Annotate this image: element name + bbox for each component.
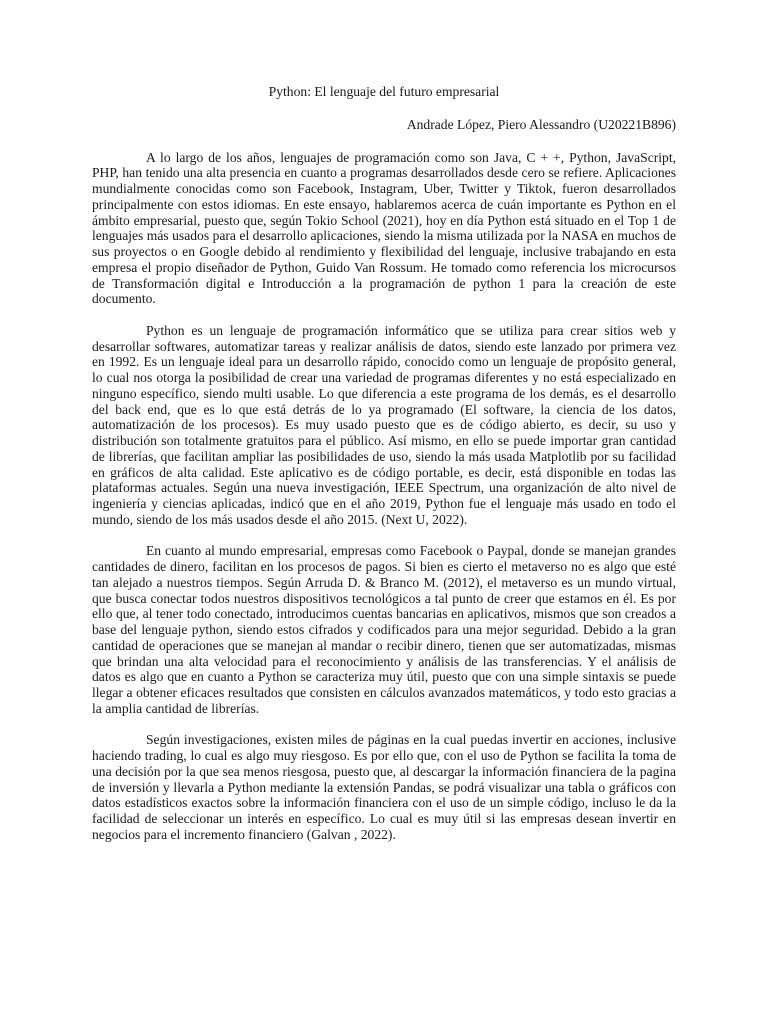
- document-page: [92, 84, 676, 858]
- paragraph-2: Python es un lenguaje de programación informático que se utiliza para crear sitios web y desarrollar softwares, automatizar tareas y realizar análisis de datos, siendo este lanzado por primera vez en 1992. Es un lenguaje ideal para un desarrollo rápido, conocido como un lenguaje de propósito general, lo cual nos otorga la posibilidad de crear una variedad de programas diferentes y no está especializado en ninguno específico, siendo multi usable. Lo que diferencia a este programa de los demás, es el desarrollo del back end, que es lo que está detrás de lo ya programado (El software, la ciencia de los datos, automatización de los procesos). Es muy usado puesto que es de código abierto, es decir, su uso y distribución son totalmente gratuitos para el público. Así mismo, en ello se puede importar gran cantidad de librerías, que facilitan ampliar las posibilidades de uso, siendo la más usada Matplotlib por su facilidad en gráficos de alta calidad. Este aplicativo es de código portable, es decir, está disponible en todas las plataformas actuales. Según una nueva investigación, IEEE Spectrum, una organización de alto nivel de ingeniería y ciencias aplicadas, indicó que en el año 2019, Python fue el lenguaje más usado en todo el mundo, siendo de los más usados desde el año 2015. (Next U, 2022).: [92, 322, 676, 527]
- paragraph-4: Según investigaciones, existen miles de páginas en la cual puedas invertir en acciones, inclusive haciendo trading, lo cual es algo muy riesgoso. Es por ello que, con el uso de Python se facilita la toma de una decisión por la que sea menos riesgosa, puesto que, al descargar la información financiera de la pagina de inversión y llevarla a Python mediante la extensión Pandas, se podrá visualizar una tabla o gráficos con datos estadísticos exactos sobre la información financiera con el uso de un simple código, incluso le da la facilidad de seleccionar un interés en específico. Lo cual es muy útil si las empresas desean invertir en negocios para el incremento financiero (Galvan , 2022).: [92, 732, 676, 842]
- document-author: Andrade López, Piero Alessandro (U20221B896): [406, 116, 676, 132]
- document-title: Python: El lenguaje del futuro empresarial: [268, 84, 500, 99]
- paragraph-1: A lo largo de los años, lenguajes de programación como son Java, C + +, Python, JavaScript, PHP, han tenido una alta presencia en cuanto a programas desarrollados desde cero se refiere. Aplicaciones mundialmente conocidas como son Facebook, Instagram, Uber, Twitter y Tiktok, fueron desarrollados principalmente con estos idiomas. En este ensayo, hablaremos acerca de cuán importante es Python en el ámbito empresarial, puesto que, según Tokio School (2021), hoy en día Python está situado en el Top 1 de lenguajes más usados para el desarrollo aplicaciones, siendo la misma utilizada por la NASA en muchos de sus proyectos o en Google debido al rendimiento y flexibilidad del lenguaje, inclusive trabajando en esta empresa el propio diseñador de Python, Guido Van Rossum. He tomado como referencia los microcursos de Transformación digital e Introducción a la programación de python 1 para la creación de este documento.: [92, 149, 676, 307]
- paragraph-3: En cuanto al mundo empresarial, empresas como Facebook o Paypal, donde se manejan grandes cantidades de dinero, facilitan en los procesos de pagos. Si bien es cierto el metaverso no es algo que esté tan alejado a nuestros tiempos. Según Arruda D. & Branco M. (2012), el metaverso es un mundo virtual, que busca conectar todos nuestros dispositivos tecnológicos a tal punto de creer que estamos en él. Es por ello que, al tener todo conectado, introducimos cuentas bancarias en aplicativos, mismos que son creados a base del lenguaje python, siendo estos cifrados y codificados para una mejor seguridad. Debido a la gran cantidad de operaciones que se manejan al mandar o recibir dinero, tienen que ser automatizadas, mismas que brindan una alta velocidad para el reconocimiento y análisis de las transferencias. Y el análisis de datos es algo que en cuanto a Python se caracteriza muy útil, puesto que con una simple sintaxis se puede llegar a obtener eficaces resultados que consisten en cálculos avanzados matemáticos, y todo esto gracias a la amplia cantidad de librerías.: [92, 543, 676, 716]
